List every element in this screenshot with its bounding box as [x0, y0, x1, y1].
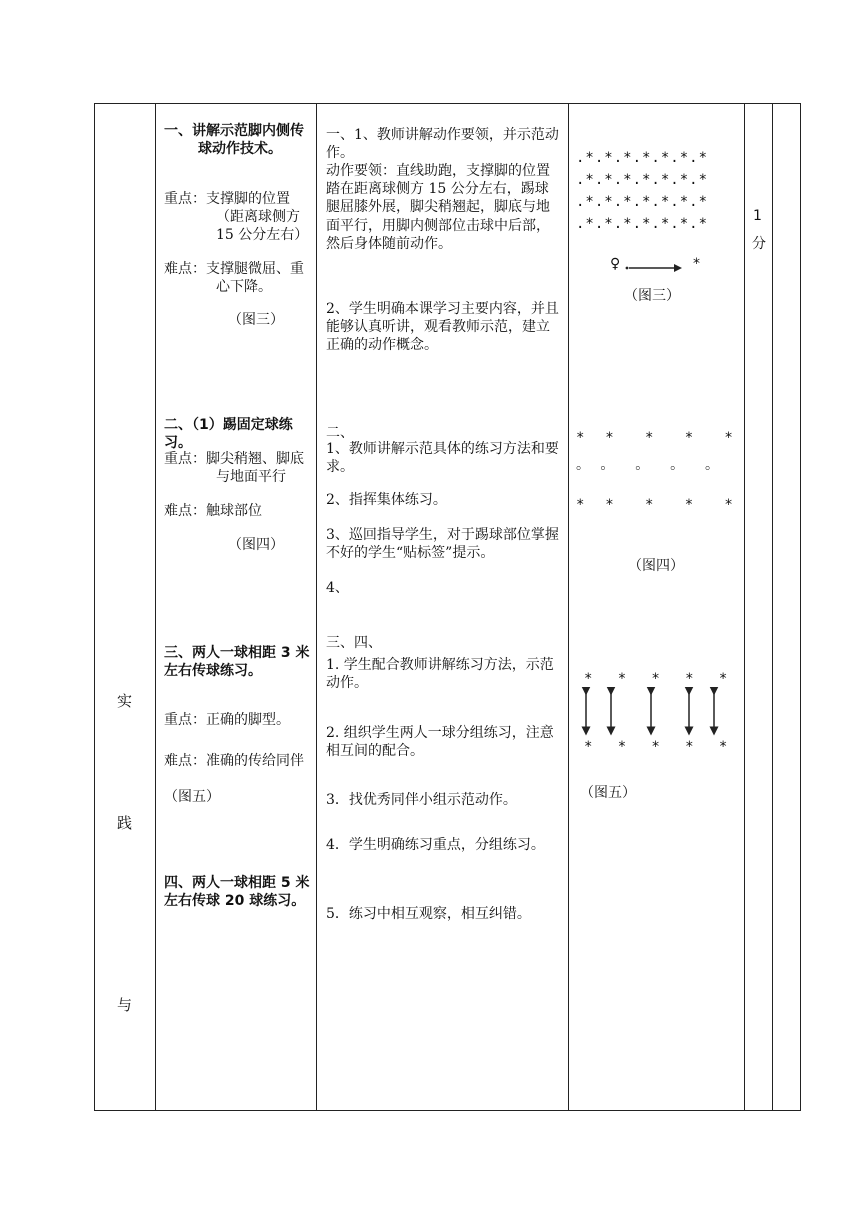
time-unit: 分	[752, 236, 766, 252]
method-block2-line2: 2、指挥集体练习。	[326, 492, 447, 508]
fig4-row-stars-2: * * * * *	[576, 497, 733, 513]
table-border-right	[800, 103, 801, 1111]
method-block3-line4: 4．学生明确练习重点，分组练习。	[326, 837, 545, 853]
item2-figure-ref: （图四）	[228, 537, 284, 553]
fig3-row: .*.*.*.*.*.*.*	[576, 172, 709, 188]
col-divider-4	[744, 103, 745, 1111]
fig5-double-arrows-icon	[576, 687, 736, 737]
fig3-row: .*.*.*.*.*.*.*	[576, 150, 709, 166]
fig3-target-star: *	[693, 256, 700, 272]
method-block3-line1: 1. 学生配合教师讲解练习方法，示范动作。	[326, 657, 554, 692]
col-divider-1	[155, 103, 156, 1111]
fig4-row-stars: * * * * *	[576, 430, 733, 446]
fig3-caption: （图三）	[624, 288, 680, 304]
method-block2-heading: 二、	[326, 425, 354, 441]
count-value: 1	[753, 208, 762, 224]
item1-title: 一、讲解示范脚内侧传球动作技术。	[164, 123, 304, 158]
section-label-char-3: 与	[117, 996, 133, 1014]
item2-key-point: 重点：脚尖稍翘、脚底与地面平行	[164, 451, 304, 486]
method-block3-line3: 3．找优秀同伴小组示范动作。	[326, 792, 517, 808]
item2-difficulty: 难点：触球部位	[164, 503, 262, 519]
fig3-arrow-icon	[624, 262, 684, 274]
fig5-row-top: * * * * *	[584, 671, 728, 687]
item2-title: 二、（1）踢固定球练习。	[164, 417, 293, 452]
method-block1-line1: 一、1、教师讲解动作要领，并示范动作。	[326, 127, 559, 162]
table-border-left	[94, 103, 95, 1111]
section-label-char-1: 实	[117, 692, 133, 710]
method-block2-line3: 3、巡回指导学生，对于踢球部位掌握不好的学生“贴标签”提示。	[326, 527, 559, 562]
fig3-row: .*.*.*.*.*.*.*	[576, 194, 709, 210]
method-block3-heading: 三、四、	[326, 635, 382, 651]
method-block1-line3: 2、学生明确本课学习主要内容，并且能够认真听讲，观看教师示范，建立正确的动作概念。	[326, 301, 559, 354]
item1-difficulty: 难点：支撑腿微屈、重心下降。	[164, 261, 304, 296]
table-border-top	[94, 103, 801, 104]
fig4-caption: （图四）	[628, 558, 684, 574]
col-divider-2	[316, 103, 317, 1111]
item3-difficulty: 难点：准确的传给同伴	[164, 753, 304, 769]
item1-key-point: 重点：支撑脚的位置（距离球侧方 15 公分左右）	[164, 191, 309, 244]
item1-figure-ref: （图三）	[228, 312, 284, 328]
method-block2-line4: 4、	[326, 580, 349, 596]
item4-title: 四、两人一球相距 5 米左右传球 20 球练习。	[164, 875, 310, 910]
fig3-row: .*.*.*.*.*.*.*	[576, 216, 709, 232]
section-label-char-2: 践	[117, 814, 133, 832]
fig5-caption: （图五）	[580, 785, 636, 801]
item3-figure-ref: （图五）	[164, 789, 220, 805]
table-border-bottom	[94, 1110, 801, 1111]
method-block2-line1: 1、教师讲解示范具体的练习方法和要求。	[326, 441, 559, 476]
item3-key-point: 重点：正确的脚型。	[164, 712, 290, 728]
fig4-row-balls: 。 。 。 。 。	[576, 457, 720, 473]
method-block3-line5: 5．练习中相互观察，相互纠错。	[326, 906, 531, 922]
col-divider-5	[772, 103, 773, 1111]
method-block1-line2: 动作要领：直线助跑，支撑脚的位置踏在距离球侧方 15 公分左右，踢球腿屈膝外展，脚尖稍翘起，脚底与地面平行，用脚内侧部位击球中后部，然后身体随前动作。	[326, 163, 550, 252]
fig3-teacher-symbol: ♀	[610, 256, 621, 272]
col-divider-3	[568, 103, 569, 1111]
item3-title: 三、两人一球相距 3 米左右传球练习。	[164, 645, 310, 680]
method-block3-line2: 2. 组织学生两人一球分组练习，注意相互间的配合。	[326, 725, 554, 760]
fig5-row-bottom: * * * * *	[584, 739, 728, 755]
